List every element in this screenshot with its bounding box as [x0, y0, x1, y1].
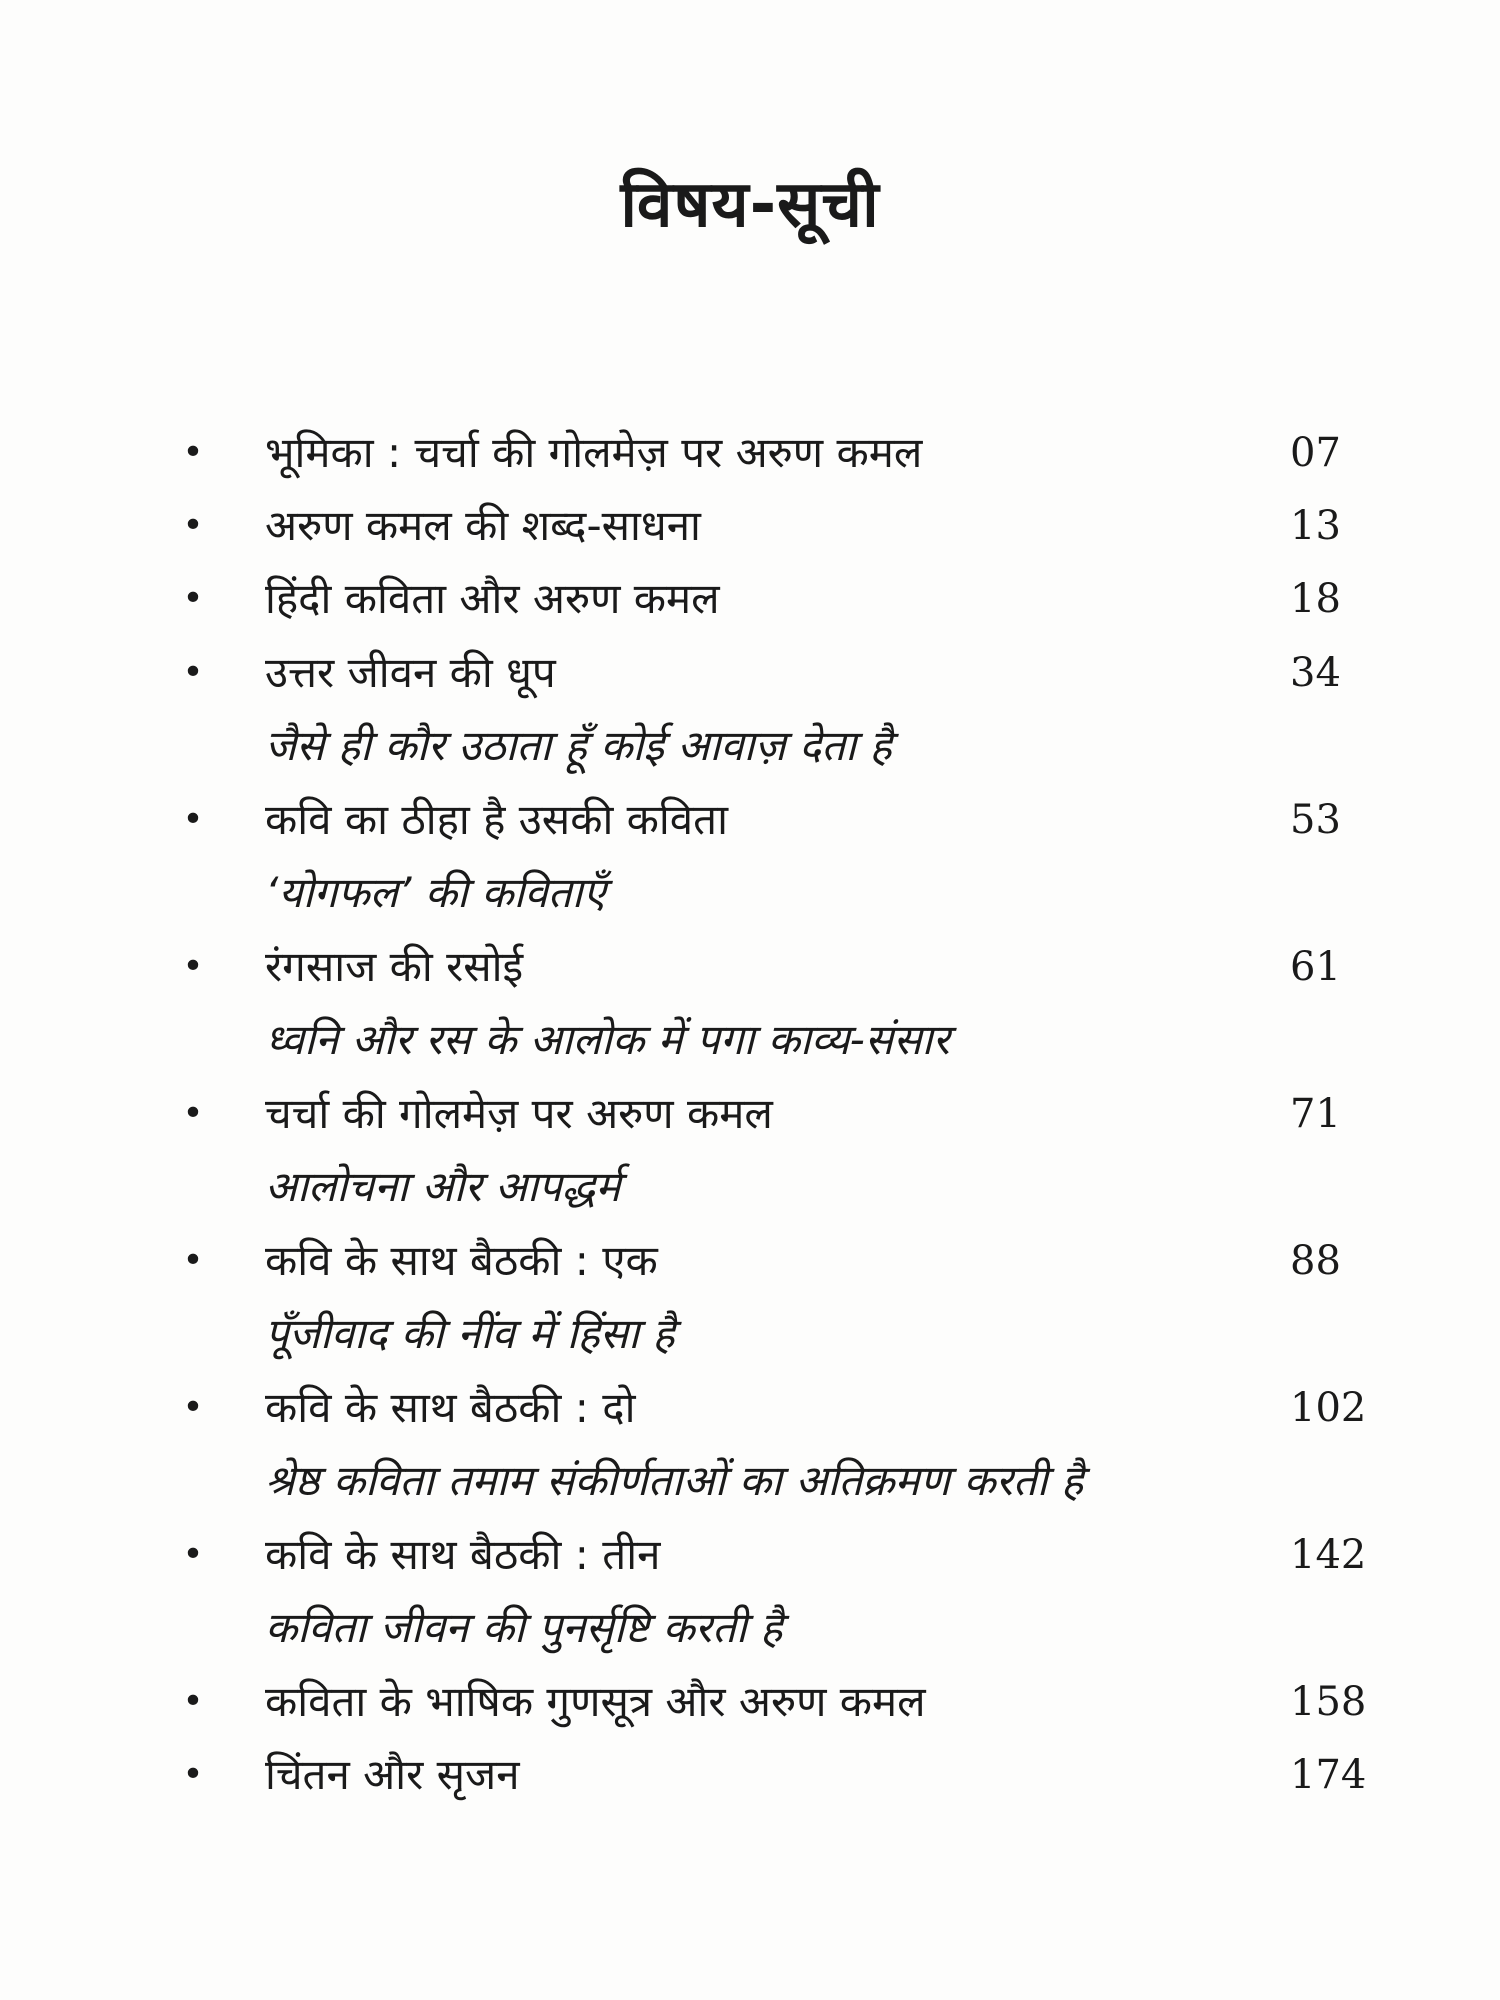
page-number: 102	[1290, 1385, 1367, 1431]
entry-title: भूमिका : चर्चा की गोलमेज़ पर अरुण कमल	[265, 428, 923, 477]
entry-title: हिंदी कविता और अरुण कमल	[265, 574, 720, 623]
bullet-icon: •	[182, 432, 204, 473]
page-number: 158	[1290, 1679, 1367, 1725]
toc-entry	[0, 1226, 1500, 1296]
page-number: 142	[1290, 1532, 1367, 1578]
entry-subtitle: श्रेष्ठ कविता तमाम संकीर्णताओं का अतिक्रमण करती है	[265, 1456, 1084, 1505]
toc-entry	[0, 491, 1500, 561]
entry-subtitle: ‘योगफल’ की कविताएँ	[265, 868, 606, 917]
entry-subtitle: आलोचना और आपद्धर्म	[265, 1162, 621, 1211]
bullet-icon: •	[182, 1093, 204, 1134]
bullet-icon: •	[182, 1754, 204, 1795]
toc-entry	[0, 1740, 1500, 1810]
bullet-icon: •	[182, 1387, 204, 1428]
page-number: 18	[1290, 576, 1341, 622]
toc-entry	[0, 1667, 1500, 1737]
bullet-icon: •	[182, 505, 204, 546]
bullet-icon: •	[182, 946, 204, 987]
toc-entry	[0, 418, 1500, 488]
page-number: 07	[1290, 430, 1341, 476]
entry-subtitle: ध्वनि और रस के आलोक में पगा काव्य-संसार	[265, 1015, 950, 1064]
entry-subtitle: पूँजीवाद की नींव में हिंसा है	[265, 1309, 675, 1358]
entry-title: कविता के भाषिक गुणसूत्र और अरुण कमल	[265, 1677, 926, 1726]
entry-title: रंगसाज की रसोई	[265, 942, 524, 991]
page-number: 13	[1290, 503, 1341, 549]
bullet-icon: •	[182, 652, 204, 693]
bullet-icon: •	[182, 1240, 204, 1281]
bullet-icon: •	[182, 1681, 204, 1722]
page-title: विषय-सूची	[620, 168, 880, 242]
toc-entry	[0, 1520, 1500, 1590]
page-number: 71	[1290, 1091, 1341, 1137]
toc-entry	[0, 564, 1500, 634]
toc-entry	[0, 1079, 1500, 1149]
entry-title: चर्चा की गोलमेज़ पर अरुण कमल	[265, 1089, 773, 1138]
entry-title: कवि का ठीहा है उसकी कविता	[265, 795, 728, 844]
toc-entry	[0, 638, 1500, 708]
entry-title: कवि के साथ बैठकी : एक	[265, 1236, 658, 1285]
bullet-icon: •	[182, 578, 204, 619]
page-number: 174	[1290, 1752, 1367, 1798]
entry-title: कवि के साथ बैठकी : दो	[265, 1383, 636, 1432]
entry-title: कवि के साथ बैठकी : तीन	[265, 1530, 661, 1579]
toc-entry	[0, 932, 1500, 1002]
page-number: 61	[1290, 944, 1341, 990]
entry-title: उत्तर जीवन की धूप	[265, 648, 556, 697]
entry-subtitle: कविता जीवन की पुनर्सृष्टि करती है	[265, 1603, 783, 1652]
page-number: 53	[1290, 797, 1341, 843]
page-number: 34	[1290, 650, 1341, 696]
toc-entry	[0, 1373, 1500, 1443]
entry-title: अरुण कमल की शब्द-साधना	[265, 501, 701, 550]
bullet-icon: •	[182, 1534, 204, 1575]
toc-entry	[0, 785, 1500, 855]
page-number: 88	[1290, 1238, 1341, 1284]
entry-subtitle: जैसे ही कौर उठाता हूँ कोई आवाज़ देता है	[265, 721, 892, 770]
bullet-icon: •	[182, 799, 204, 840]
entry-title: चिंतन और सृजन	[265, 1750, 520, 1799]
